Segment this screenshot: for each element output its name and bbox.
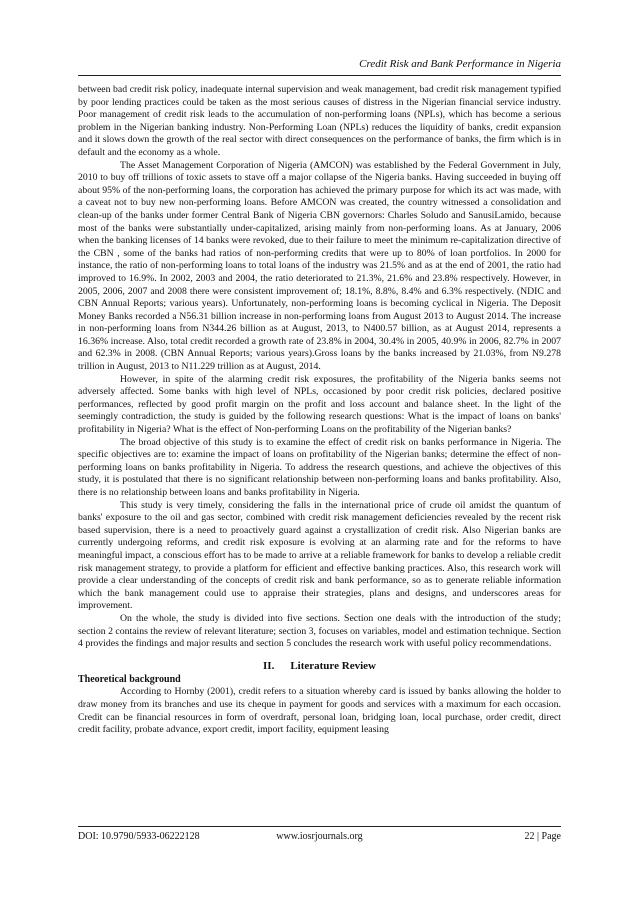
section-heading — [78, 659, 561, 673]
paragraph-timeliness: This study is very timely, considering the falls in the international price of crude oil amidst the quantum of banks' exposure to the oil and gas sector, combined with credit risk management deficiencies revealed by the recent risk based supervision, there is a need to proactively guard against a crystallization of credit risk. Also Nigerian banks are currently undergoing reforms, and credit risk exposure is evolving at an alarming rate and for the reforms to have meaningful impact, a conscious effort has to be made to arrive at a reliable framework for banks to develop a reliable credit risk management strategy, to provide a platform for efficient and effective banking practices. Also, this research work will provide a clear understanding of the concepts of credit risk and bank performance, so as to generate reliable information which the bank management could use to appraise their strategies, plans and designs, and underscores areas for improvement. — [78, 499, 561, 612]
paragraph-amcon: The Asset Management Corporation of Nigeria (AMCON) was established by the Federal Government in July, 2010 to buy off trillions of toxic assets to stave off a major collapse of the Nigeria banks. Having succeeded in buying off about 95% of the non-performing loans, the corporation has achieved the primary purpose for which its act was made, with a caveat not to buy new non-performing loans. Before AMCON was created, the country witnessed a consolidation and clean-up of the banks under former Central Bank of Nigeria CBN governors: Charles Soludo and SanusiLamido, because most of the banks were substantially under-capitalized, arising mainly from non-performing loans. As at January, 2006 when the banking licenses of 14 banks were revoked, due to their failure to meet the minimum re-capitalization directive of the CBN , some of the banks had ratios of non-performing credits that were up to 80% of loan portfolios. In 2000 for instance, the ratio of non-performing loans to total loans of the industry was 21.5% and as at the end of 2001, the ratio had improved to 16.9%. In 2002, 2003 and 2004, the ratio deteriorated to 21.3%, 21.6% and 23.8% respectively. However, in 2005, 2006, 2007 and 2008 there were consistent improvement of; 18.1%, 8.8%, 8.4% and 6.3% respectively. (NDIC and CBN Annual Reports; various years). Unfortunately, non-performing loans is becoming cyclical in Nigeria. The Deposit Money Banks recorded a N56.31 billion increase in non-performing loans from August 2013 to August 2014. The increase in non-performing loans from N344.26 billion as at August, 2013, to N400.57 billion, as at August 2014, represents a 16.36% increase. Also, total credit recorded a growth rate of 23.8% in 2004, 30.4% in 2005, 40.9% in 2006, 82.7% in 2007 and 62.3% in 2008. (CBN Annual Reports; various years).Gross loans by the banks increased by 21.03%, from N9.278 trillion in August, 2013 to N11.229 trillion as at August, 2014. — [78, 159, 561, 373]
paragraph-objectives: The broad objective of this study is to examine the effect of credit risk on banks performance in Nigeria. The specific objectives are to: examine the impact of loans on profitability of the Nigerian banks; determine the effect of non-performing loans on banks profitability in Nigeria. To address the research questions, and achieve the objectives of this study, it is postulated that there is no significant relationship between non-performing loans and banks profitability. Also, there is no relationship between loans and banks profitability in Nigeria. — [78, 436, 561, 498]
footer-rule — [78, 826, 561, 827]
section-number: II. — [263, 659, 275, 672]
paragraph-research-questions: However, in spite of the alarming credit risk exposures, the profitability of the Nigeria banks seems not adversely affected. Some banks with high level of NPLs, occasioned by poor credit risk policies, declared positive performances, reflected by good profit margin on the profit and loss account and balance sheet. In the light of the seemingly contradiction, the study is guided by the following research questions: What is the impact of loans on banks' profitability in Nigeria? What is the effect of Non-performing Loans on the profitability of the Nigerian banks? — [78, 373, 561, 436]
page-footer — [78, 830, 561, 844]
footer-website: www.iosrjournals.org — [276, 831, 363, 842]
running-head: Credit Risk and Bank Performance in Nigeria — [359, 58, 561, 70]
paragraph-continued: between bad credit risk policy, inadequate internal supervision and weak management, bad credit risk management typified by poor lending practices could be taken as the most serious causes of distress in the Nigerian financial service industry. Poor management of credit risk leads to the accumulation of non-performing loans (NPLs), which has become a serious problem in the Nigerian banking industry. Non-Performing Loan (NPLs) reduces the liquidity of banks, credit expansion and it slows down the growth of the real sector with direct consequences on the performance of banks, the firm which is in default and the economy as a whole. — [78, 84, 561, 158]
header-rule — [78, 75, 561, 76]
paragraph-credit-definition: According to Hornby (2001), credit refers to a situation whereby card is issued by banks allowing the holder to draw money from its branches and use its cheque in payment for goods and services with a maximum for each occasion. Credit can be financial resources in form of overdraft, personal loan, bridging loan, local purchase, order credit, direct credit facility, probate advance, export credit, import facility, equipment leasing — [78, 686, 561, 736]
footer-doi: DOI: 10.9790/5933-06222128 — [78, 831, 200, 842]
paragraph-structure: On the whole, the study is divided into five sections. Section one deals with the introduction of the study; section 2 contains the review of relevant literature; section 3, focuses on variables, model and estimation technique. Section 4 provides the findings and major results and section 5 concludes the research work with useful policy recommendations. — [78, 612, 561, 650]
section-title: Literature Review — [290, 659, 376, 672]
footer-page-number: 22 | Page — [524, 831, 561, 842]
subheading-theoretical-background: Theoretical background — [78, 673, 181, 685]
article-body — [78, 84, 561, 737]
